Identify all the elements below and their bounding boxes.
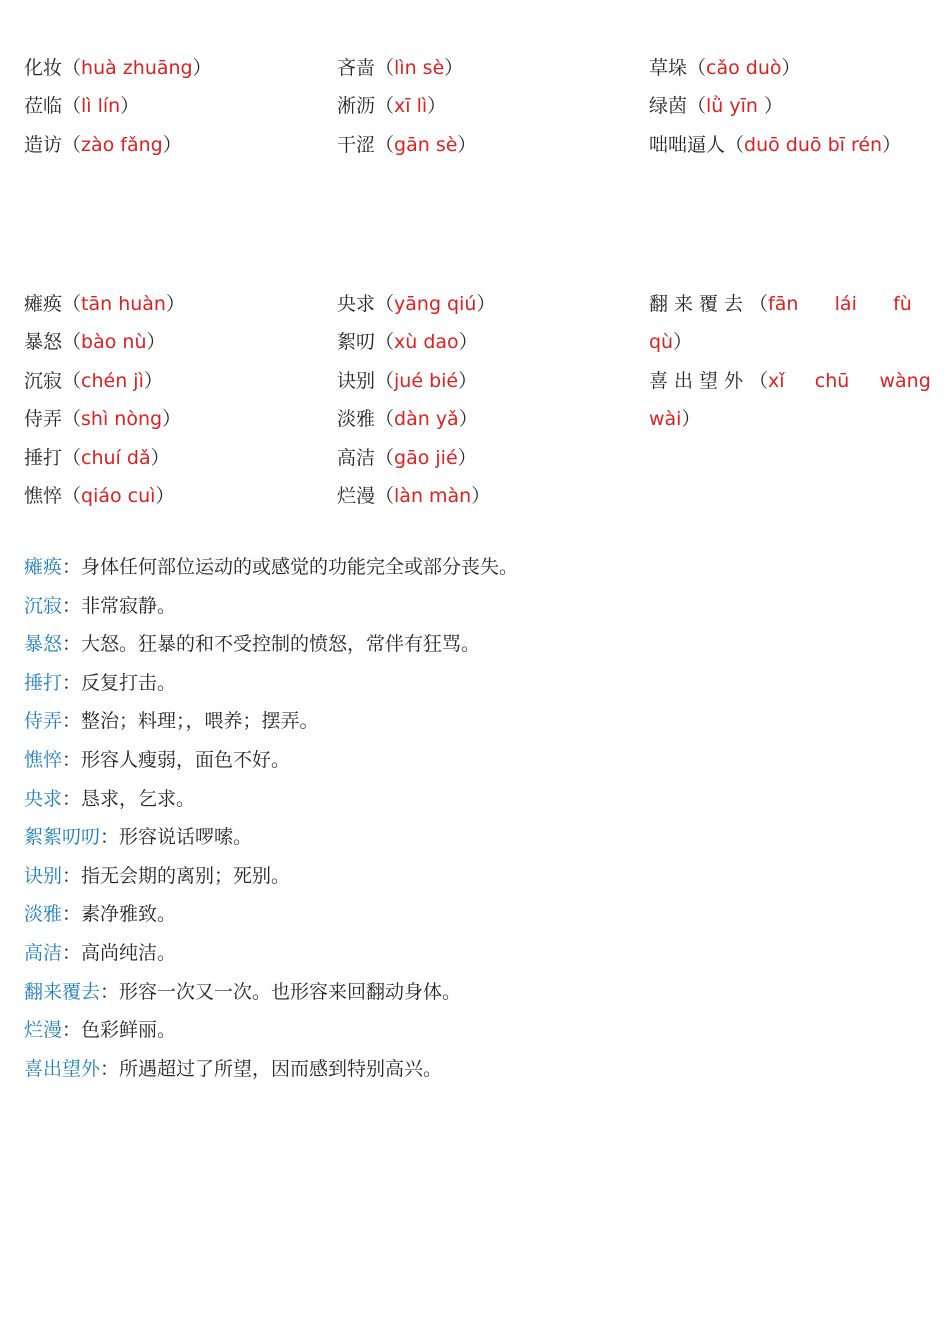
vocab-word: 干涩 — [337, 134, 376, 156]
vocab-pinyin: fān lái fù — [768, 293, 912, 315]
definition-text: 指无会期的离别；死别。 — [81, 864, 291, 887]
vocab-pinyin: yāng qiú — [394, 293, 477, 315]
vocab-pinyin: duō duō bī rén — [744, 134, 883, 156]
definition-item: 翻来覆去：形容一次又一次。也形容来回翻动身体。 — [24, 980, 462, 1003]
definition-text: 大怒。狂暴的和不受控制的愤怒，常伴有狂骂。 — [81, 633, 481, 656]
vocab-word: 淅沥 — [337, 95, 376, 117]
vocab-entry-idiom: 翻来覆去（fān lái fù qù） — [649, 293, 912, 353]
definition-text: 所遇超过了所望，因而感到特别高兴。 — [119, 1057, 443, 1080]
vocab-entry: 絮叨（xù dao） — [337, 331, 478, 353]
definition-text: 整治；料理；，喂养；摆弄。 — [81, 710, 319, 733]
vocab-word: 沉寂 — [24, 370, 63, 392]
definition-text: 身体任何部位运动的或感觉的功能完全或部分丧失。 — [81, 556, 519, 578]
vocab-word: 咄咄逼人 — [649, 134, 726, 156]
vocab-entry: 吝啬（lìn sè） — [337, 57, 464, 79]
vocab-entry: 草垛（cǎo duò） — [649, 57, 801, 79]
vocab-entry: 咄咄逼人（duō duō bī rén） — [649, 134, 902, 156]
vocab-pinyin: gāo jié — [394, 447, 458, 469]
definition-item: 烂漫：色彩鲜丽。 — [24, 1019, 177, 1042]
vocab-word: 草垛 — [649, 57, 688, 79]
vocab-word: 侍弄 — [24, 408, 63, 430]
vocab-pinyin: huà zhuāng — [81, 57, 193, 79]
definition-item: 喜出望外：所遇超过了所望，因而感到特别高兴。 — [24, 1057, 443, 1080]
definition-term: 瘫痪 — [24, 556, 63, 578]
vocab-word: 高洁 — [337, 447, 376, 469]
vocab-pinyin: shì nòng — [81, 408, 163, 430]
definition-term: 高洁 — [24, 941, 63, 964]
definition-text: 高尚纯洁。 — [81, 941, 177, 964]
definition-text: 素净雅致。 — [81, 903, 177, 926]
vocab-word: 诀别 — [337, 370, 376, 392]
vocab-word: 绿茵 — [649, 95, 688, 117]
definition-text: 反复打击。 — [81, 671, 177, 694]
definition-term: 烂漫 — [24, 1019, 63, 1042]
vocab-pinyin: xù dao — [394, 331, 459, 353]
vocab-entry: 化妆（huà zhuāng） — [24, 57, 212, 79]
definition-text: 非常寂静。 — [81, 594, 177, 617]
definition-item: 瘫痪：身体任何部位运动的或感觉的功能完全或部分丧失。 — [24, 556, 519, 578]
vocab-pinyin: cǎo duò — [706, 57, 782, 79]
vocab-entry: 高洁（gāo jié） — [337, 447, 477, 469]
vocab-pinyin: lìn sè — [394, 57, 445, 79]
vocab-pinyin: xī lì — [394, 95, 428, 117]
vocab-word: 吝啬 — [337, 57, 376, 79]
vocab-entry: 暴怒（bào nù） — [24, 331, 166, 353]
vocab-word: 暴怒 — [24, 331, 63, 353]
definition-item: 侍弄：整治；料理；，喂养；摆弄。 — [24, 710, 319, 733]
vocab-word: 捶打 — [24, 447, 63, 469]
vocab-word: 化妆 — [24, 57, 63, 79]
definition-text: 形容人瘦弱，面色不好。 — [81, 748, 291, 771]
vocab-word: 翻来覆去 — [649, 293, 750, 315]
definition-item: 憔悴：形容人瘦弱，面色不好。 — [24, 748, 291, 771]
vocab-word: 央求 — [337, 293, 376, 315]
vocab-entry: 捶打（chuí dǎ） — [24, 447, 170, 469]
vocab-pinyin: jué bié — [394, 370, 459, 392]
vocab-pinyin: làn màn — [394, 485, 472, 507]
definition-text: 形容一次又一次。也形容来回翻动身体。 — [119, 980, 462, 1003]
vocab-entry: 央求（yāng qiú） — [337, 293, 496, 315]
definition-term: 沉寂 — [24, 594, 63, 617]
definition-item: 高洁：高尚纯洁。 — [24, 941, 177, 964]
definition-term: 喜出望外 — [24, 1057, 101, 1080]
definition-term: 诀别 — [24, 864, 63, 887]
vocab-entry: 莅临（lì lín） — [24, 95, 140, 117]
vocab-word: 喜出望外 — [649, 370, 750, 392]
vocab-entry: 淅沥（xī lì） — [337, 95, 447, 117]
vocab-pinyin-continued: wài — [649, 408, 682, 430]
definition-text: 色彩鲜丽。 — [81, 1019, 177, 1042]
vocab-entry: 沉寂（chén jì） — [24, 370, 163, 392]
definition-item: 沉寂：非常寂静。 — [24, 594, 177, 617]
vocab-pinyin: lǜ yīn — [706, 95, 764, 117]
definition-term: 憔悴 — [24, 748, 63, 771]
definition-item: 诀别：指无会期的离别；死别。 — [24, 864, 291, 887]
vocab-word: 瘫痪 — [24, 293, 63, 315]
vocab-pinyin: gān sè — [394, 134, 458, 156]
definition-item: 暴怒：大怒。狂暴的和不受控制的愤怒，常伴有狂骂。 — [24, 633, 481, 656]
vocab-pinyin: zào fǎng — [81, 134, 163, 156]
definition-text: 形容说话啰嗦。 — [119, 826, 253, 849]
vocab-entry: 憔悴（qiáo cuì） — [24, 485, 175, 507]
vocab-pinyin: lì lín — [81, 95, 121, 117]
definition-term: 侍弄 — [24, 710, 63, 733]
definition-item: 捶打：反复打击。 — [24, 671, 177, 694]
definition-term: 翻来覆去 — [24, 980, 101, 1003]
vocab-pinyin: qiáo cuì — [81, 485, 156, 507]
vocab-pinyin: chuí dǎ — [81, 447, 151, 469]
definition-list — [24, 555, 924, 1095]
definition-item: 央求：恳求，乞求。 — [24, 787, 196, 810]
vocab-entry: 烂漫（làn màn） — [337, 485, 491, 507]
vocab-entry: 造访（zào fǎng） — [24, 134, 182, 156]
vocab-pinyin: bào nù — [81, 331, 147, 353]
vocab-entry: 诀别（jué bié） — [337, 370, 478, 392]
vocab-pinyin: tān huàn — [81, 293, 166, 315]
definition-term: 淡雅 — [24, 903, 63, 926]
vocab-word: 憔悴 — [24, 485, 63, 507]
vocab-word: 烂漫 — [337, 485, 376, 507]
vocab-entry-idiom: 喜出望外（xǐ chū wàng wài） — [649, 370, 931, 430]
vocab-entry: 侍弄（shì nòng） — [24, 408, 182, 430]
definition-term: 央求 — [24, 787, 63, 810]
vocab-entry: 瘫痪（tān huàn） — [24, 293, 185, 315]
vocab-word: 莅临 — [24, 95, 63, 117]
vocab-word: 造访 — [24, 134, 63, 156]
vocab-entry: 干涩（gān sè） — [337, 134, 477, 156]
definition-term: 暴怒 — [24, 633, 63, 656]
vocab-pinyin-continued: qù — [649, 331, 674, 353]
vocab-entry: 绿茵（lǜ yīn ） — [649, 95, 784, 117]
definition-term: 捶打 — [24, 671, 63, 694]
definition-term: 絮絮叨叨 — [24, 826, 101, 849]
vocab-pinyin: dàn yǎ — [394, 408, 459, 430]
vocab-word: 絮叨 — [337, 331, 376, 353]
definition-text: 恳求，乞求。 — [81, 787, 196, 810]
definition-item: 絮絮叨叨：形容说话啰嗦。 — [24, 826, 253, 849]
vocab-entry: 淡雅（dàn yǎ） — [337, 408, 478, 430]
vocab-pinyin: chén jì — [81, 370, 144, 392]
vocab-pinyin: xǐ chū wàng — [768, 370, 931, 392]
definition-item: 淡雅：素净雅致。 — [24, 903, 177, 926]
vocab-word: 淡雅 — [337, 408, 376, 430]
